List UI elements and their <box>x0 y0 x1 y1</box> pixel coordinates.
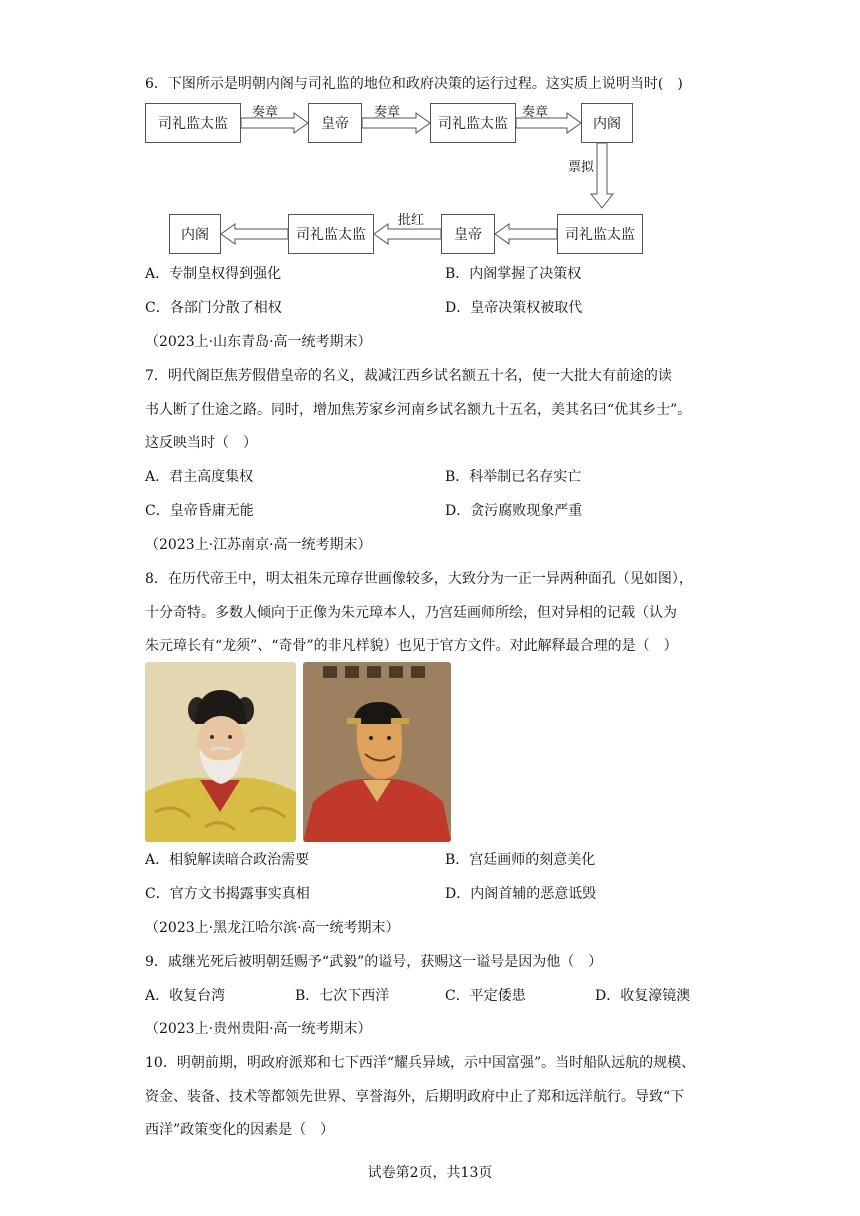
q7-option-a: A．君主高度集权 <box>145 469 254 485</box>
page-footer: 试卷第2页，共13页 <box>367 1165 493 1181</box>
q6-option-b: B．内阁掌握了决策权 <box>445 266 582 282</box>
q7-stem-line-1: 7．明代阁臣焦芳假借皇帝的名义，裁减江西乡试名额五十名，使一大批大有前途的读 <box>145 368 672 384</box>
q9-source: （2023上·黑龙江哈尔滨·高一统考期末） <box>145 920 400 936</box>
edge-label-down: 票拟 <box>568 160 595 175</box>
q8-source: （2023上·江苏南京·高一统考期末） <box>145 537 372 553</box>
q8-stem-line-1: 8．在历代帝王中，明太祖朱元璋存世画像较多，大致分为一正一异两种面孔（见如图）， <box>145 571 693 587</box>
q8-option-c: C．官方文书揭露事实真相 <box>145 886 310 902</box>
q6-stem: 6．下图所示是明朝内阁与司礼监的地位和政府决策的运行过程。这实质上说明当时( ) <box>145 76 683 92</box>
q6-option-d: D．皇帝决策权被取代 <box>445 300 583 316</box>
q9-stem: 9．戚继光死后被明朝廷赐予“武毅”的谥号，获赐这一谥号是因为他（ ） <box>145 954 603 970</box>
node-r1-3: 司礼监太监 <box>430 103 516 143</box>
node-r1-2: 皇帝 <box>308 103 362 143</box>
edge-label-3: 奏章 <box>522 105 549 120</box>
flow-arrows <box>0 0 860 260</box>
arrow-left-2 <box>374 224 441 244</box>
q7-option-c: C．皇帝昏庸无能 <box>145 503 254 519</box>
arrow-right-1 <box>241 113 308 133</box>
node-r1-4: 内阁 <box>581 103 633 143</box>
q9-option-b: B．七次下西洋 <box>295 988 390 1004</box>
arrow-left-1 <box>495 224 557 244</box>
q8-option-b: B．宫廷画师的刻意美化 <box>445 852 596 868</box>
q9-option-a: A．收复台湾 <box>145 988 226 1004</box>
q7-option-b: B．科举制已名存实亡 <box>445 469 582 485</box>
q10-stem-line-2: 资金、装备、技术等都领先世界、享誉海外，后期明政府中止了郑和远洋航行。导致“下 <box>145 1089 685 1105</box>
q8-option-a: A．相貌解读暗合政治需要 <box>145 852 310 868</box>
q8-option-d: D．内阁首辅的恶意诋毁 <box>445 886 597 902</box>
node-r2-1: 内阁 <box>169 214 221 254</box>
q7-source: （2023上·山东青岛·高一统考期末） <box>145 334 372 350</box>
q10-stem-line-1: 10．明朝前期，明政府派郑和七下西洋“耀兵异域，示中国富强”。当时船队远航的规模、 <box>145 1055 696 1071</box>
node-r2-2: 司礼监太监 <box>288 214 374 254</box>
node-r2-4: 司礼监太监 <box>557 214 643 254</box>
q7-option-d: D．贪污腐败现象严重 <box>445 503 583 519</box>
q9-option-d: D．收复濠镜澳 <box>595 988 691 1004</box>
arrow-right-2 <box>362 113 430 133</box>
arrow-left-3 <box>221 224 288 244</box>
q10-source: （2023上·贵州贵阳·高一统考期末） <box>145 1021 372 1037</box>
edge-label-4: 批红 <box>398 213 425 228</box>
q7-stem-line-2: 书人断了仕途之路。同时，增加焦芳家乡河南乡试名额九十五名，美其名曰“优其乡士”。 <box>145 402 692 418</box>
arrow-down <box>591 143 613 208</box>
q7-stem-line-3: 这反映当时（ ） <box>145 435 257 451</box>
q6-option-c: C．各部门分散了相权 <box>145 300 282 316</box>
q8-stem-line-3: 朱元璋长有“龙须”、“奇骨”的非凡样貌）也见于官方文件。对此解释最合理的是（ ） <box>145 638 678 654</box>
node-r1-1: 司礼监太监 <box>145 103 241 143</box>
q8-stem-line-2: 十分奇特。多数人倾向于正像为朱元璋本人，乃宫廷画师所绘，但对异相的记载（认为 <box>145 605 677 621</box>
node-r2-3: 皇帝 <box>441 214 495 254</box>
q9-option-c: C．平定倭患 <box>445 988 526 1004</box>
emperor-portrait-unusual <box>303 662 451 842</box>
emperor-portrait-standard <box>145 662 296 842</box>
arrow-right-3 <box>516 113 581 133</box>
q6-option-a: A．专制皇权得到强化 <box>145 266 282 282</box>
q10-stem-line-3: 西洋”政策变化的因素是（ ） <box>145 1122 335 1138</box>
edge-label-1: 奏章 <box>252 105 279 120</box>
edge-label-2: 奏章 <box>374 105 401 120</box>
